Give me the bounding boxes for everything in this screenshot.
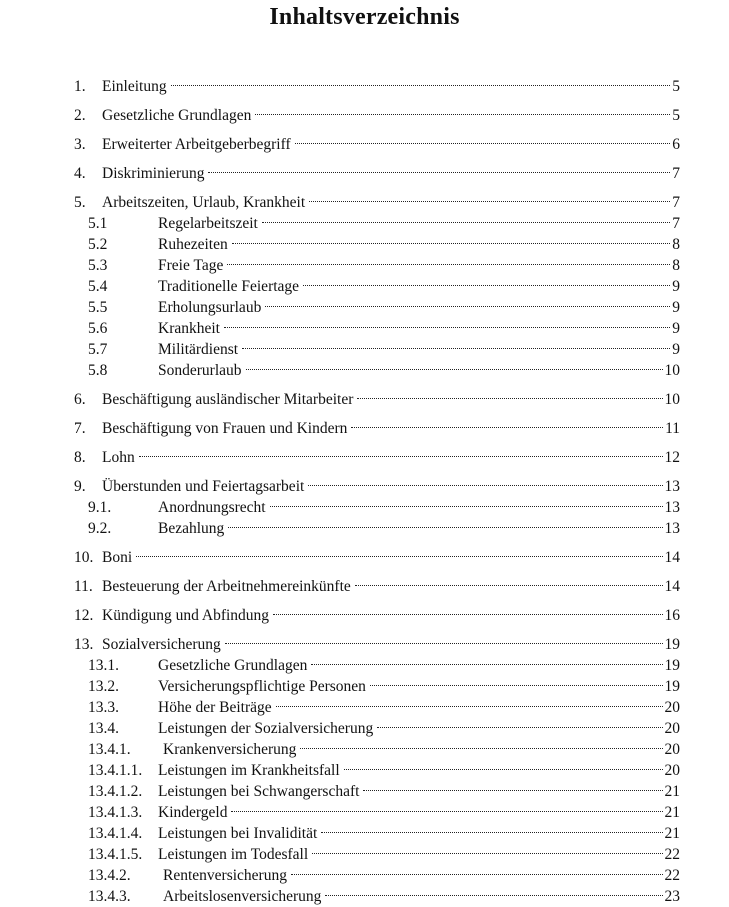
toc-entry[interactable] xyxy=(74,570,680,595)
dot-leader xyxy=(355,570,663,591)
toc-entry-label: Arbeitszeiten, Urlaub, Krankheit xyxy=(102,194,306,211)
toc-entry[interactable] xyxy=(74,628,680,653)
toc-entry[interactable] xyxy=(74,312,680,337)
toc-entry[interactable] xyxy=(74,817,680,842)
toc-entry-label: Boni xyxy=(102,549,133,566)
toc-entry-page-number: 9 xyxy=(672,299,680,316)
toc-entry-number: 5.1 xyxy=(88,215,108,232)
toc-entry-label: Leistungen bei Schwangerschaft xyxy=(158,783,360,800)
toc-entry-label: Kündigung und Abfindung xyxy=(102,607,270,624)
toc-entry-label: Traditionelle Feiertage xyxy=(158,278,300,295)
toc-entry-number: 13.4.1.5. xyxy=(88,846,143,863)
dot-leader xyxy=(291,859,663,880)
toc-entry-label: Leistungen im Krankheitsfall xyxy=(158,762,340,779)
toc-entry-number: 13.4.1.3. xyxy=(88,804,143,821)
toc-entry[interactable] xyxy=(74,691,680,716)
toc-entry-number: 5.5 xyxy=(88,299,108,316)
dot-leader xyxy=(363,775,662,796)
toc-entry-number: 13.4.1.1. xyxy=(88,762,143,779)
toc-entry-label: Erweiterter Arbeitgeberbegriff xyxy=(102,136,291,153)
toc-entry-label: Rentenversicherung xyxy=(163,867,287,884)
toc-entry-number: 6. xyxy=(74,391,86,408)
toc-entry-number: 5.7 xyxy=(88,341,108,358)
toc-entry-label: Freie Tage xyxy=(158,257,224,274)
toc-entry-number: 5.8 xyxy=(88,362,108,379)
toc-entry-number: 5.6 xyxy=(88,320,108,337)
toc-entry-number: 12. xyxy=(74,607,94,624)
dot-leader xyxy=(228,512,662,533)
dot-leader xyxy=(273,599,662,620)
dot-leader xyxy=(262,207,670,228)
toc-entry-label: Krankheit xyxy=(158,320,220,337)
dot-leader xyxy=(270,491,663,512)
toc-entry-label: Leistungen der Sozialversicherung xyxy=(158,720,374,737)
dot-leader xyxy=(295,128,670,149)
toc-entry-page-number: 11 xyxy=(665,420,680,437)
dot-leader xyxy=(232,228,670,249)
toc-entry[interactable] xyxy=(74,670,680,695)
dot-leader xyxy=(311,649,662,670)
toc-entry-label: Krankenversicherung xyxy=(163,741,297,758)
toc-entry[interactable] xyxy=(74,859,680,884)
dot-leader xyxy=(321,817,662,838)
dot-leader xyxy=(344,754,663,775)
toc-entry-page-number: 9 xyxy=(672,341,680,358)
dot-leader xyxy=(351,412,663,433)
toc-entry[interactable] xyxy=(74,775,680,800)
toc-entry-label: Versicherungspflichtige Personen xyxy=(158,678,366,695)
toc-entry-number: 3. xyxy=(74,136,86,153)
dot-leader xyxy=(225,628,663,649)
toc-entry-label: Bezahlung xyxy=(158,520,225,537)
toc-entry-page-number: 19 xyxy=(664,636,680,653)
toc-entry-page-number: 12 xyxy=(664,449,680,466)
toc-entry-label: Höhe der Beiträge xyxy=(158,699,272,716)
toc-entry-page-number: 5 xyxy=(672,78,680,95)
toc-entry-label: Besteuerung der Arbeitnehmereinkünfte xyxy=(102,578,351,595)
toc-entry-page-number: 13 xyxy=(664,499,680,516)
dot-leader xyxy=(303,270,670,291)
toc-entry-page-number: 22 xyxy=(664,846,680,863)
toc-entry[interactable] xyxy=(74,512,680,537)
toc-entry-page-number: 23 xyxy=(664,888,680,905)
dot-leader xyxy=(325,880,662,901)
toc-entry[interactable] xyxy=(74,880,680,905)
toc-entry[interactable] xyxy=(74,249,680,274)
toc-entry-number: 9.2. xyxy=(88,520,112,537)
toc-entry-page-number: 14 xyxy=(664,578,680,595)
toc-entry[interactable] xyxy=(74,441,680,466)
toc-entry-label: Einleitung xyxy=(102,78,167,95)
toc-entry-number: 13.3. xyxy=(88,699,119,716)
toc-entry-page-number: 9 xyxy=(672,278,680,295)
toc-entry-label: Leistungen bei Invalidität xyxy=(158,825,318,842)
toc-entry-number: 5.3 xyxy=(88,257,108,274)
toc-entry-label: Beschäftigung von Frauen und Kindern xyxy=(102,420,348,437)
toc-entry-number: 13.4.1.2. xyxy=(88,783,143,800)
toc-entry-label: Sozialversicherung xyxy=(102,636,221,653)
toc-entry-page-number: 5 xyxy=(672,107,680,124)
toc-entry[interactable] xyxy=(74,383,680,408)
dot-leader xyxy=(255,99,670,120)
toc-entry-number: 5.2 xyxy=(88,236,108,253)
toc-entry[interactable] xyxy=(74,599,680,624)
toc-entry-page-number: 14 xyxy=(664,549,680,566)
toc-entry-label: Arbeitslosenversicherung xyxy=(163,888,322,905)
toc-entry[interactable] xyxy=(74,99,680,124)
toc-entry-number: 1. xyxy=(74,78,86,95)
toc-entry-page-number: 22 xyxy=(664,867,680,884)
toc-entry[interactable] xyxy=(74,754,680,779)
toc-entry-label: Sonderurlaub xyxy=(158,362,242,379)
toc-entry[interactable] xyxy=(74,291,680,316)
toc-entry-number: 5.4 xyxy=(88,278,108,295)
toc-entry-page-number: 20 xyxy=(664,720,680,737)
toc-entry-page-number: 13 xyxy=(664,520,680,537)
toc-entry[interactable] xyxy=(74,228,680,253)
dot-leader xyxy=(171,70,670,91)
toc-entry-number: 13.4.1.4. xyxy=(88,825,143,842)
dot-leader xyxy=(312,838,662,859)
dot-leader xyxy=(370,670,663,691)
toc-entry-number: 8. xyxy=(74,449,86,466)
dot-leader xyxy=(224,312,670,333)
toc-entry[interactable] xyxy=(74,541,680,566)
toc-entry-label: Erholungsurlaub xyxy=(158,299,262,316)
toc-entry-label: Leistungen im Todesfall xyxy=(158,846,309,863)
toc-entry[interactable] xyxy=(74,128,680,153)
toc-entry-page-number: 9 xyxy=(672,320,680,337)
toc-entry-page-number: 16 xyxy=(664,607,680,624)
toc-entry-page-number: 19 xyxy=(664,657,680,674)
toc-title: Inhaltsverzeichnis xyxy=(269,4,460,30)
toc-entry-label: Diskriminierung xyxy=(102,165,205,182)
toc-entry-number: 13.4.3. xyxy=(88,888,131,905)
toc-entry-number: 13.4.2. xyxy=(88,867,131,884)
dot-leader xyxy=(357,383,662,404)
toc-entry[interactable] xyxy=(74,470,680,495)
table-of-contents xyxy=(74,68,680,905)
dot-leader xyxy=(242,333,670,354)
toc-entry-page-number: 6 xyxy=(672,136,680,153)
toc-entry-page-number: 10 xyxy=(664,391,680,408)
toc-entry[interactable] xyxy=(74,712,680,737)
dot-leader xyxy=(300,733,662,754)
toc-entry[interactable] xyxy=(74,207,680,232)
toc-entry-number: 2. xyxy=(74,107,86,124)
toc-entry[interactable] xyxy=(74,186,680,211)
toc-entry[interactable] xyxy=(74,270,680,295)
toc-entry-page-number: 21 xyxy=(664,783,680,800)
toc-entry[interactable] xyxy=(74,412,680,437)
toc-entry[interactable] xyxy=(74,491,680,516)
dot-leader xyxy=(136,541,662,562)
dot-leader xyxy=(276,691,663,712)
toc-entry-number: 9. xyxy=(74,478,86,495)
toc-entry-page-number: 13 xyxy=(664,478,680,495)
toc-entry[interactable] xyxy=(74,354,680,379)
dot-leader xyxy=(309,186,670,207)
toc-entry-page-number: 7 xyxy=(672,194,680,211)
toc-entry-number: 10. xyxy=(74,549,94,566)
toc-entry[interactable] xyxy=(74,838,680,863)
dot-leader xyxy=(231,796,662,817)
toc-entry-number: 13.4.1. xyxy=(88,741,131,758)
toc-entry-label: Militärdienst xyxy=(158,341,239,358)
toc-entry-page-number: 7 xyxy=(672,165,680,182)
toc-entry-label: Regelarbeitszeit xyxy=(158,215,258,232)
dot-leader xyxy=(377,712,662,733)
toc-entry[interactable] xyxy=(74,796,680,821)
toc-entry[interactable] xyxy=(74,70,680,95)
toc-entry-number: 13.1. xyxy=(88,657,119,674)
toc-entry-page-number: 10 xyxy=(664,362,680,379)
dot-leader xyxy=(139,441,663,462)
toc-entry-page-number: 21 xyxy=(664,804,680,821)
toc-entry-label: Anordnungsrecht xyxy=(158,499,266,516)
toc-entry-page-number: 21 xyxy=(664,825,680,842)
toc-entry-number: 13.4. xyxy=(88,720,119,737)
toc-entry-number: 9.1. xyxy=(88,499,112,516)
toc-entry[interactable] xyxy=(74,333,680,358)
dot-leader xyxy=(265,291,670,312)
dot-leader xyxy=(308,470,662,491)
dot-leader xyxy=(246,354,663,375)
toc-entry-label: Gesetzliche Grundlagen xyxy=(158,657,308,674)
toc-entry-page-number: 20 xyxy=(664,762,680,779)
toc-entry-label: Überstunden und Feiertagsarbeit xyxy=(102,478,305,495)
toc-entry-number: 13.2. xyxy=(88,678,119,695)
toc-entry-number: 5. xyxy=(74,194,86,211)
toc-entry-label: Kindergeld xyxy=(158,804,228,821)
toc-entry-page-number: 20 xyxy=(664,741,680,758)
toc-entry-page-number: 7 xyxy=(672,215,680,232)
toc-entry-number: 7. xyxy=(74,420,86,437)
toc-entry[interactable] xyxy=(74,733,680,758)
toc-entry-label: Ruhezeiten xyxy=(158,236,228,253)
toc-entry-label: Gesetzliche Grundlagen xyxy=(102,107,252,124)
toc-entry-page-number: 20 xyxy=(664,699,680,716)
toc-entry-label: Beschäftigung ausländischer Mitarbeiter xyxy=(102,391,354,408)
toc-entry-page-number: 19 xyxy=(664,678,680,695)
toc-entry[interactable] xyxy=(74,157,680,182)
dot-leader xyxy=(208,157,670,178)
toc-entry-number: 4. xyxy=(74,165,86,182)
toc-entry-page-number: 8 xyxy=(672,236,680,253)
toc-entry-number: 11. xyxy=(74,578,93,595)
toc-entry[interactable] xyxy=(74,649,680,674)
dot-leader xyxy=(227,249,670,270)
toc-entry-label: Lohn xyxy=(102,449,135,466)
toc-entry-page-number: 8 xyxy=(672,257,680,274)
toc-entry-number: 13. xyxy=(74,636,94,653)
